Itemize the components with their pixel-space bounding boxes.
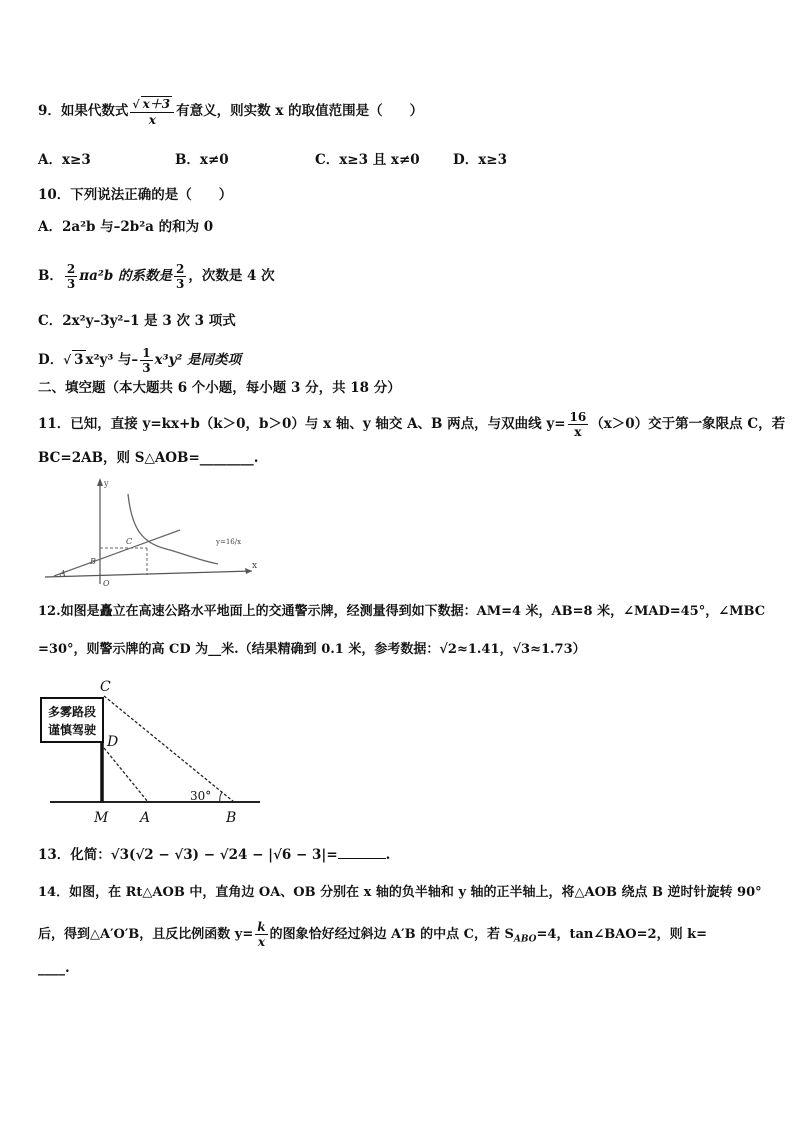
q12-label-d: D xyxy=(107,734,119,750)
q12-label-a: A xyxy=(140,810,151,826)
q10-b-term: πa²b 的系数是 xyxy=(79,268,172,284)
q11-label-y: y xyxy=(104,479,109,488)
q12-angle-label: 30° xyxy=(190,789,212,803)
q14-line2-prefix: 后，得到△A′O′B，且反比例函数 y= xyxy=(38,927,254,942)
q12-angle-arc xyxy=(220,792,222,802)
q10-d-frac-num: 1 xyxy=(142,346,151,360)
q13-line xyxy=(38,846,390,864)
q10-stem: 10．下列说法正确的是（ ） xyxy=(38,187,233,203)
q10-option-a: A．2a²b 与–2b²a 的和为 0 xyxy=(38,219,214,235)
q12-label-m: M xyxy=(94,810,109,826)
q11-x-axis xyxy=(45,571,252,577)
q11-line1-suffix: （x＞0）交于第一象限点 C，若 xyxy=(590,416,786,432)
q11-label-o: O xyxy=(103,579,110,588)
q9-frac-den: x xyxy=(148,113,156,127)
q10-b-frac2-num: 2 xyxy=(175,262,185,276)
section-heading: 二、填空题（本大题共 6 个小题，每小题 3 分，共 18 分） xyxy=(38,380,401,396)
q11-graph xyxy=(40,472,270,592)
q12-line-cb xyxy=(104,696,234,802)
q10-b-frac2 xyxy=(174,262,186,291)
q11-hyperbola xyxy=(128,494,218,564)
q9-option-d: D．x≥3 xyxy=(453,152,507,168)
q10-d-frac-den: 3 xyxy=(142,361,151,375)
q10-option-c: C．2x²y–3y²–1 是 3 次 3 项式 xyxy=(38,313,236,329)
q14-line3: ____. xyxy=(38,960,70,976)
q14-fraction xyxy=(255,920,267,949)
q10-b-frac1-num: 2 xyxy=(66,262,76,276)
q11-frac-den: x xyxy=(574,425,582,439)
q10-d-mid: x²y³ 与– xyxy=(85,352,139,368)
q11-fraction xyxy=(568,410,589,439)
q10-option-d: D．√ 3 x²y³ 与– $\frac{1}{3}$ x³y² 是同类项 xyxy=(38,346,241,375)
q11-label-c: C xyxy=(126,537,133,546)
q9-suffix: 有意义，则实数 x 的取值范围是（ ） xyxy=(176,103,424,119)
q9-stem xyxy=(38,96,423,127)
q10-d-frac xyxy=(140,346,152,375)
q12-line2: =30°，则警示牌的高 CD 为__米.（结果精确到 0.1 米，参考数据：√2≈1.41，√3≈1.73） xyxy=(38,642,586,657)
q13-end: . xyxy=(385,847,391,863)
q11-x-arrow xyxy=(245,568,252,574)
q12-figure xyxy=(38,676,268,826)
q10-b-prefix: B． xyxy=(38,268,63,284)
q9-frac-num: x＋3 xyxy=(142,97,171,111)
q11-label-b: B xyxy=(90,557,96,566)
q11-line xyxy=(54,530,180,576)
q11-line2: BC=2AB，则 S△AOB=________. xyxy=(38,450,259,466)
q9-fraction: $\frac{√ x+3}{x}$ xyxy=(130,96,174,127)
q11-curve-label: y=16/x xyxy=(216,538,242,546)
q12-line1: 12.如图是矗立在高速公路水平地面上的交通警示牌，经测量得到如下数据：AM=4 米，AB=8 米，∠MAD=45°，∠MBC xyxy=(38,604,766,619)
q9-option-a: A．x≥3 xyxy=(38,152,91,168)
q9-prefix: 9．如果代数式 xyxy=(38,103,129,119)
q11-frac-num: 16 xyxy=(569,410,587,424)
q12-sign-line2: 谨慎驾驶 xyxy=(47,723,97,737)
q14-subscript: ABO xyxy=(513,934,537,945)
q14-frac-den: x xyxy=(257,935,265,949)
q14-line1: 14．如图，在 Rt△AOB 中，直角边 OA、OB 分别在 x 轴的负半轴和 y 轴的正半轴上，将△AOB 绕点 B 逆时针旋转 90° xyxy=(38,885,762,900)
q10-b-frac1 xyxy=(65,262,77,291)
q12-sign-line1: 多雾路段 xyxy=(47,705,97,719)
q10-b-frac1-den: 3 xyxy=(66,277,76,291)
q11-line1-prefix: 11．已知，直接 y=kx+b（k＞0，b＞0）与 x 轴、y 轴交 A、B 两点，与双曲线 y= xyxy=(38,416,566,432)
q12-label-b: B xyxy=(226,810,237,826)
q9-option-c: C．x≥3 且 x≠0 xyxy=(315,152,420,168)
q10-option-b xyxy=(38,262,275,291)
q13-blank xyxy=(338,846,386,859)
q12-label-c: C xyxy=(100,679,111,695)
q10-b-frac2-den: 3 xyxy=(175,277,185,291)
q11-label-x: x xyxy=(252,561,258,571)
q9-option-b: B．x≠0 xyxy=(175,152,229,168)
q10-d-sqrt: 3 xyxy=(74,352,84,368)
q14-line2-suffix: 的图象恰好经过斜边 A′B 的中点 C，若 S xyxy=(269,927,514,942)
q12-line-da xyxy=(104,748,148,802)
q13-text: 13．化简：√3(√2 − √3) − √24 − |√6 − 3|= xyxy=(38,847,338,863)
q10-d-suffix: x³y² 是同类项 xyxy=(154,352,241,368)
q14-frac-num: k xyxy=(257,920,266,934)
q11-label-a: A xyxy=(60,569,66,578)
q10-b-suffix: ，次数是 4 次 xyxy=(188,268,275,284)
q11-line1 xyxy=(38,410,785,439)
q14-line2 xyxy=(38,920,707,949)
q14-line2-end: =4，tan∠BAO=2，则 k= xyxy=(536,927,707,942)
q11-y-arrow xyxy=(97,478,103,486)
q10-d-prefix: D． xyxy=(38,352,64,368)
